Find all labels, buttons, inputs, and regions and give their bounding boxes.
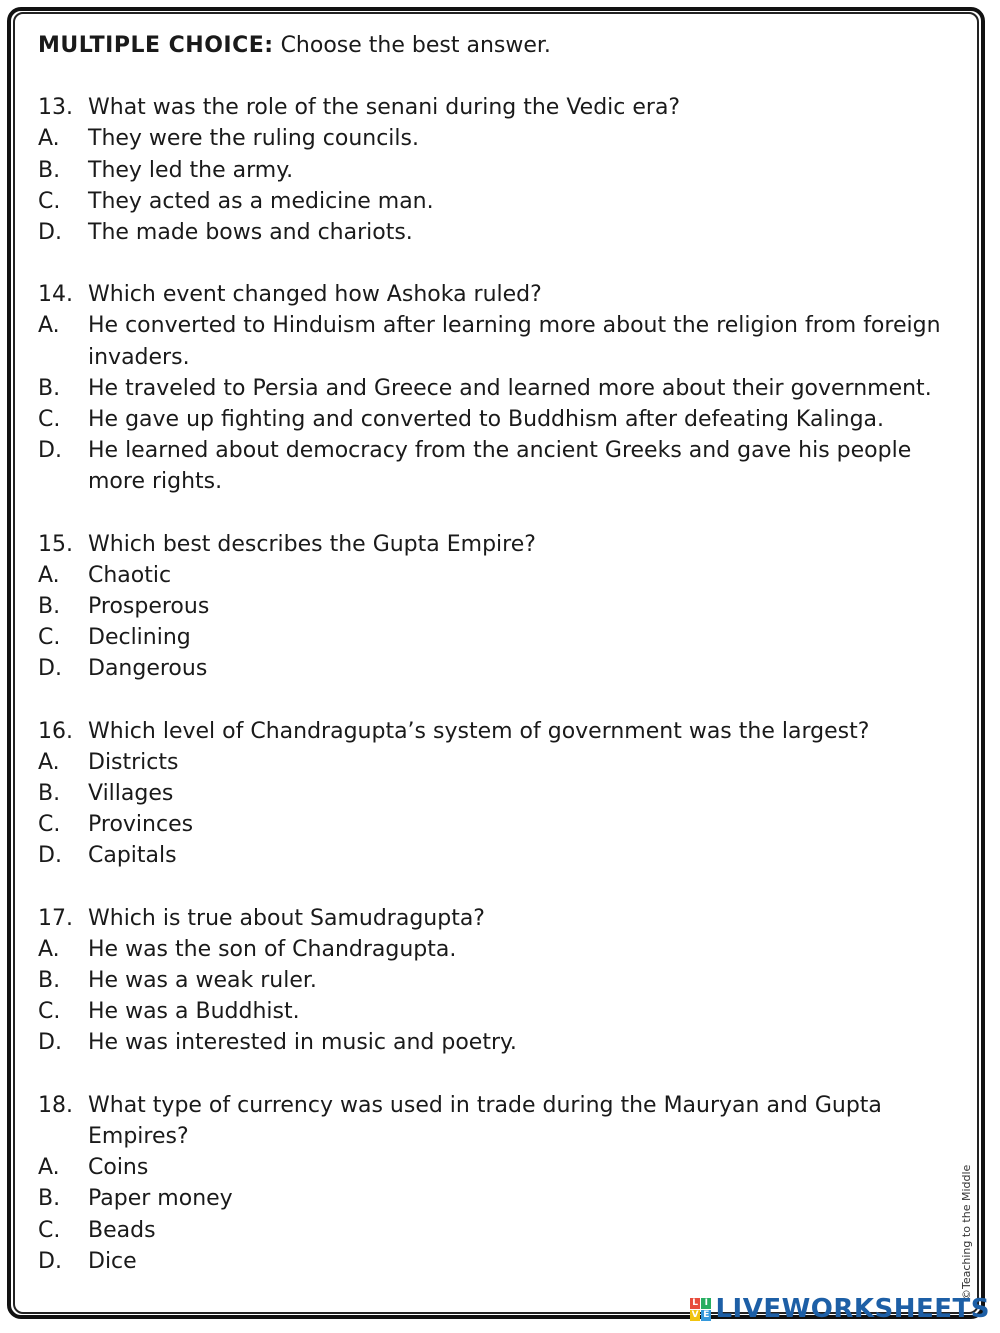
option-text: The made bows and chariots. xyxy=(88,220,413,246)
answer-option[interactable] xyxy=(38,155,958,186)
option-letter: B. xyxy=(38,594,61,620)
option-text: Coins xyxy=(88,1155,149,1181)
instructions-heading: MULTIPLE CHOICE: xyxy=(38,33,274,58)
option-letter: C. xyxy=(38,1217,61,1243)
option-letter: A. xyxy=(38,313,60,339)
question-18 xyxy=(38,1090,958,1277)
instructions xyxy=(38,30,958,61)
answer-option[interactable] xyxy=(38,1152,958,1183)
question-text: What was the role of the senani during the Vedic era? xyxy=(88,95,681,121)
answer-option[interactable] xyxy=(38,560,958,591)
answer-option[interactable] xyxy=(38,778,958,809)
option-letter: D. xyxy=(38,656,62,682)
option-letter: B. xyxy=(38,781,61,807)
logo-letter: V xyxy=(691,1310,699,1320)
answer-option[interactable] xyxy=(38,310,958,372)
answer-option[interactable] xyxy=(38,217,958,248)
answer-option[interactable] xyxy=(38,653,958,684)
option-letter: C. xyxy=(38,999,61,1025)
option-letter: A. xyxy=(38,936,60,962)
option-text: Prosperous xyxy=(88,594,210,620)
question-text: What type of currency was used in trade during the Mauryan and Gupta Empires? xyxy=(88,1092,882,1149)
logo-letter: E xyxy=(701,1310,711,1321)
question-15 xyxy=(38,529,958,685)
answer-option[interactable] xyxy=(38,123,958,154)
option-text: He was the son of Chandragupta. xyxy=(88,936,457,962)
option-text: They were the ruling councils. xyxy=(88,126,419,152)
option-text: Dice xyxy=(88,1248,137,1274)
option-text: Beads xyxy=(88,1217,156,1243)
question-number: 18. xyxy=(38,1092,73,1118)
option-text: Chaotic xyxy=(88,562,172,588)
answer-option[interactable] xyxy=(38,840,958,871)
answer-option[interactable] xyxy=(38,934,958,965)
question-text: Which event changed how Ashoka ruled? xyxy=(88,282,542,308)
option-text: Paper money xyxy=(88,1186,233,1212)
instructions-text: Choose the best answer. xyxy=(273,33,551,58)
answer-option[interactable] xyxy=(38,747,958,778)
option-letter: C. xyxy=(38,812,61,838)
question-14 xyxy=(38,279,958,497)
option-text: They acted as a medicine man. xyxy=(88,188,434,214)
question-number: 16. xyxy=(38,718,73,744)
option-letter: D. xyxy=(38,843,62,869)
liveworksheets-logo-icon xyxy=(690,1298,711,1320)
answer-option[interactable] xyxy=(38,404,958,435)
copyright-credit: ©Teaching to the Middle xyxy=(960,1164,973,1300)
option-text: Dangerous xyxy=(88,656,208,682)
question-17 xyxy=(38,903,958,1059)
question-text: Which is true about Samudragupta? xyxy=(88,905,485,931)
answer-option[interactable] xyxy=(38,1183,958,1214)
option-text: Provinces xyxy=(88,812,194,838)
brand-name: LIVEWORKSHEETS xyxy=(715,1294,990,1324)
question-13 xyxy=(38,92,958,248)
answer-option[interactable] xyxy=(38,435,958,497)
option-text: He learned about democracy from the ancient Greeks and gave his people more rights. xyxy=(88,438,912,495)
option-letter: A. xyxy=(38,749,60,775)
question-stem xyxy=(38,92,958,123)
option-letter: C. xyxy=(38,625,61,651)
option-text: Districts xyxy=(88,749,179,775)
option-letter: C. xyxy=(38,407,61,433)
option-text: Declining xyxy=(88,625,191,651)
question-stem xyxy=(38,903,958,934)
answer-option[interactable] xyxy=(38,809,958,840)
option-text: He was a weak ruler. xyxy=(88,968,317,994)
option-text: He was interested in music and poetry. xyxy=(88,1030,517,1056)
question-stem xyxy=(38,279,958,310)
answer-option[interactable] xyxy=(38,186,958,217)
question-number: 14. xyxy=(38,282,73,308)
option-text: Villages xyxy=(88,781,174,807)
question-list xyxy=(38,92,958,1277)
question-number: 13. xyxy=(38,95,73,121)
option-text: He traveled to Persia and Greece and learned more about their government. xyxy=(88,375,932,401)
question-text: Which best describes the Gupta Empire? xyxy=(88,531,536,557)
question-stem xyxy=(38,716,958,747)
option-letter: B. xyxy=(38,1186,61,1212)
option-letter: B. xyxy=(38,375,61,401)
option-letter: A. xyxy=(38,562,60,588)
option-letter: C. xyxy=(38,188,61,214)
worksheet-content xyxy=(38,30,958,1308)
option-letter: D. xyxy=(38,1030,62,1056)
answer-option[interactable] xyxy=(38,622,958,653)
answer-option[interactable] xyxy=(38,1027,958,1058)
question-16 xyxy=(38,716,958,872)
option-letter: A. xyxy=(38,126,60,152)
answer-option[interactable] xyxy=(38,373,958,404)
logo-letter: I xyxy=(701,1298,711,1309)
option-letter: D. xyxy=(38,1248,62,1274)
option-text: He gave up fighting and converted to Buddhism after defeating Kalinga. xyxy=(88,407,885,433)
answer-option[interactable] xyxy=(38,1215,958,1246)
option-letter: B. xyxy=(38,157,61,183)
question-text: Which level of Chandragupta’s system of government was the largest? xyxy=(88,718,870,744)
option-text: He was a Buddhist. xyxy=(88,999,300,1025)
liveworksheets-brand xyxy=(690,1294,990,1324)
option-text: They led the army. xyxy=(88,157,294,183)
option-letter: A. xyxy=(38,1155,60,1181)
option-letter: D. xyxy=(38,438,62,464)
option-text: Capitals xyxy=(88,843,177,869)
question-stem xyxy=(38,529,958,560)
question-number: 15. xyxy=(38,531,73,557)
option-letter: B. xyxy=(38,968,61,994)
option-text: He converted to Hinduism after learning more about the religion from foreign invaders. xyxy=(88,313,941,370)
answer-option[interactable] xyxy=(38,965,958,996)
logo-letter: L xyxy=(690,1298,700,1309)
answer-option[interactable] xyxy=(38,996,958,1027)
answer-option[interactable] xyxy=(38,591,958,622)
question-stem xyxy=(38,1090,958,1152)
answer-option[interactable] xyxy=(38,1246,958,1277)
option-letter: D. xyxy=(38,220,62,246)
question-number: 17. xyxy=(38,905,73,931)
